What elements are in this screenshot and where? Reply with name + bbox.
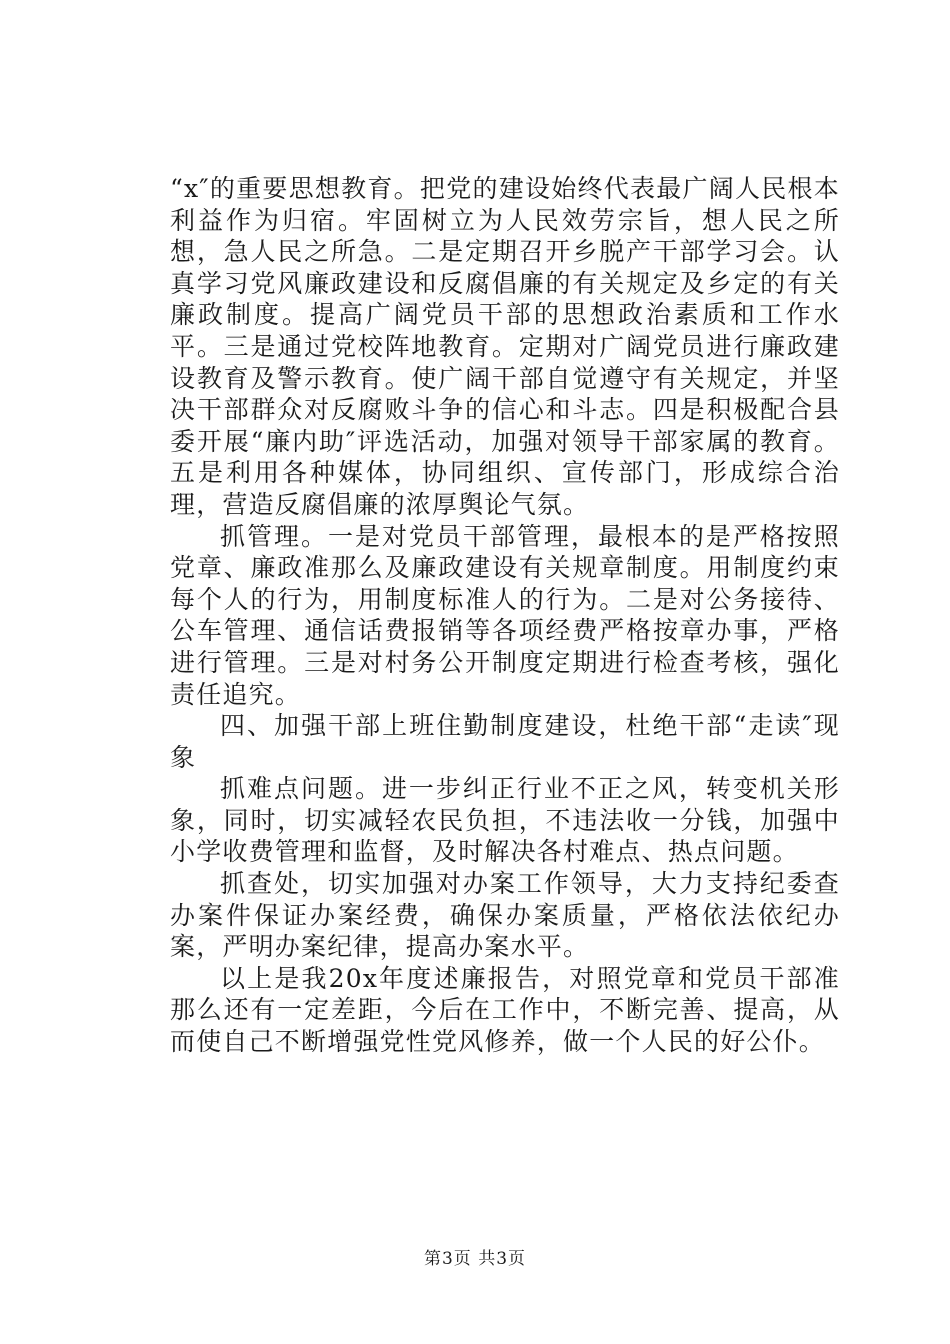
paragraph-conclusion: 以上是我20x年度述廉报告，对照党章和党员干部准那么还有一定差距，今后在工作中，不断完善、提高，从而使自己不断增强党性党风修养，做一个人民的好公仆。 bbox=[170, 963, 840, 1057]
page-number-footer: 第3页 共3页 bbox=[423, 1249, 527, 1269]
document-body bbox=[170, 173, 840, 1058]
paragraph-investigation: 抓查处，切实加强对办案工作领导，大力支持纪委查办案件保证办案经费，确保办案质量，严格依法依纪办案，严明办案纪律，提高办案水平。 bbox=[170, 869, 840, 962]
section-heading-attendance: 四、加强干部上班住勤制度建设，杜绝干部“走读″现象 bbox=[170, 711, 840, 772]
paragraph-management: 抓管理。一是对党员干部管理，最根本的是严格按照党章、廉政准那么及廉政建设有关规章制度。用制度约束每个人的行为，用制度标准人的行为。二是对公务接待、公车管理、通信话费报销等各项经费严格按章办事，严格进行管理。三是对村务公开制度定期进行检查考核，强化责任追究。 bbox=[170, 521, 840, 709]
paragraph-education: “x″的重要思想教育。把党的建设始终代表最广阔人民根本利益作为归宿。牢固树立为人民效劳宗旨，想人民之所想，急人民之所急。二是定期召开乡脱产干部学习会。认真学习党风廉政建设和反腐倡廉的有关规定及乡定的有关廉政制度。提高广阔党员干部的思想政治素质和工作水平。三是通过党校阵地教育。定期对广阔党员进行廉政建设教育及警示教育。使广阔干部自觉遵守有关规定，并坚决干部群众对反腐败斗争的信心和斗志。四是积极配合县委开展“廉内助″评选活动，加强对领导干部家属的教育。五是利用各种媒体，协同组织、宣传部门，形成综合治理，营造反腐倡廉的浓厚舆论气氛。 bbox=[170, 174, 840, 519]
paragraph-difficult-issues: 抓难点问题。进一步纠正行业不正之风，转变机关形象，同时，切实减轻农民负担，不违法收一分钱，加强中小学收费管理和监督，及时解决各村难点、热点问题。 bbox=[170, 774, 840, 867]
